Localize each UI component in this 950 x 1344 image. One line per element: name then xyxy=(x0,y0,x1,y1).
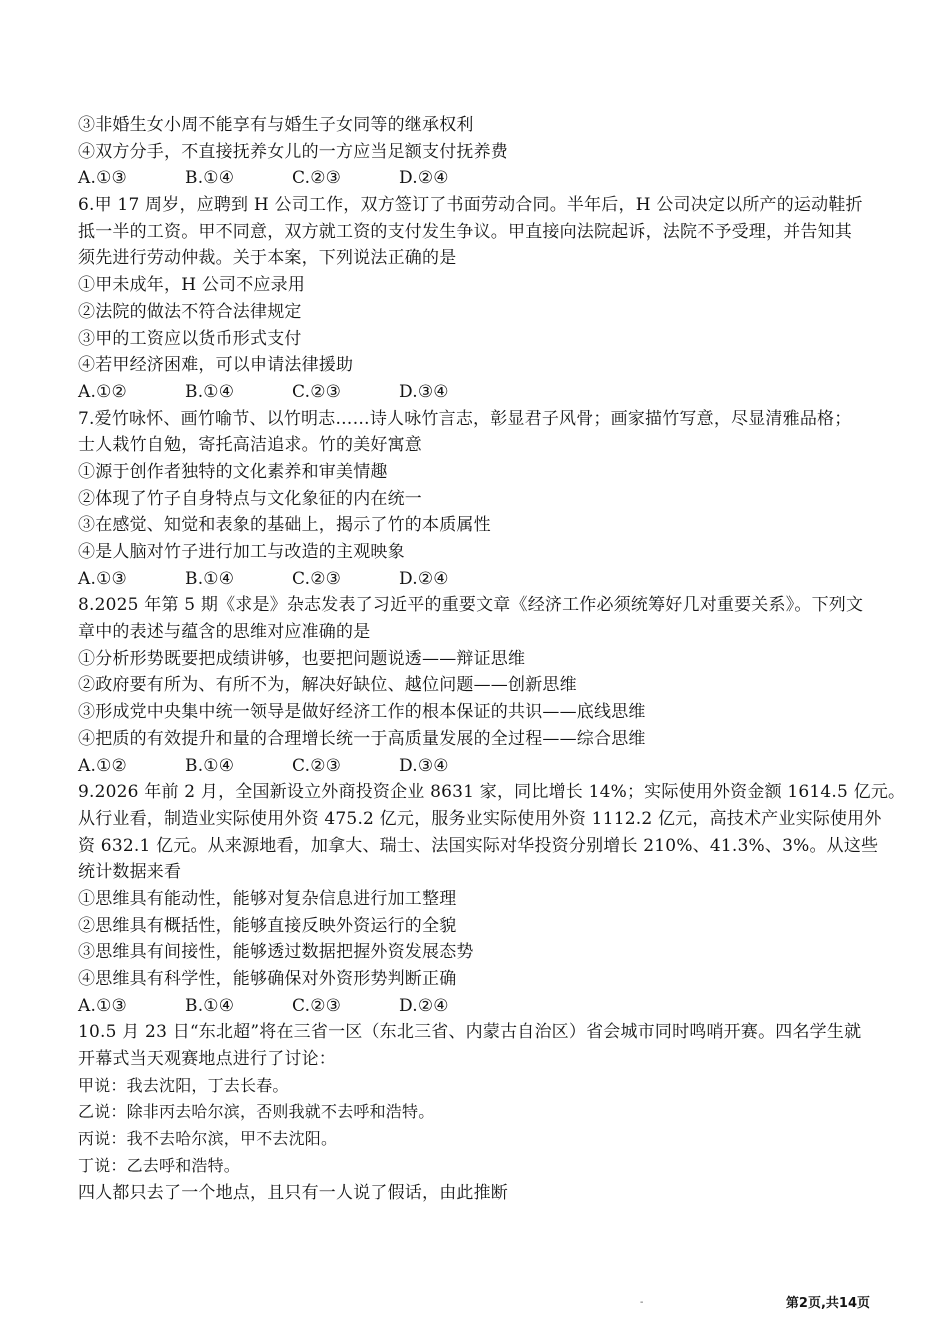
q7-options xyxy=(78,566,888,593)
page-number: 第2页,共14页 xyxy=(785,1296,870,1311)
q7-option-d: D.②④ xyxy=(399,568,449,589)
q9-options xyxy=(78,993,888,1020)
q8-option-d: D.③④ xyxy=(399,755,449,776)
q8-statement-1: ①分析形势既要把成绩讲够，也要把问题说透——辩证思维 xyxy=(78,648,526,669)
q7-option-b: B.①④ xyxy=(185,568,235,589)
q9-option-b: B.①④ xyxy=(185,995,235,1016)
q10-stem-line: 开幕式当天观赛地点进行了讨论： xyxy=(78,1049,336,1070)
q9-stem-line: 资 632.1 亿元。从来源地看，加拿大、瑞士、法国实际对华投资分别增长 210%、41.3%、3%。从这些 xyxy=(78,835,879,856)
q9-statement-1: ①思维具有能动性，能够对复杂信息进行加工整理 xyxy=(78,888,457,909)
q5-option-d: D.②④ xyxy=(399,168,449,189)
q5-option-b: B.①④ xyxy=(185,168,235,189)
q7-stem-line: 7.爱竹咏怀、画竹喻节、以竹明志……诗人咏竹言志，彰显君子风骨；画家描竹写意，尽显清雅品格； xyxy=(78,408,852,429)
q10-closing: 四人都只去了一个地点，且只有一人说了假话，由此推断 xyxy=(78,1182,508,1203)
q8-statement-4: ④把质的有效提升和量的合理增长统一于高质量发展的全过程——综合思维 xyxy=(78,728,646,749)
q5-options xyxy=(78,165,888,192)
q9-statement-4: ④思维具有科学性，能够确保对外资形势判断正确 xyxy=(78,969,457,989)
q8-stem-line: 8.2025 年第 5 期《求是》杂志发表了习近平的重要文章《经济工作必须统筹好几对重要关系》。下列文 xyxy=(78,595,864,616)
q7-stem-line: 士人栽竹自勉，寄托高洁追求。竹的美好寓意 xyxy=(78,435,422,456)
q7-statement-2: ②体现了竹子自身特点与文化象征的内在统一 xyxy=(78,488,422,509)
q5-statement-4: ④双方分手，不直接抚养女儿的一方应当足额支付抚养费 xyxy=(78,141,508,162)
q9-stem-line: 从行业看，制造业实际使用外资 475.2 亿元，服务业实际使用外资 1112.2 亿元，高技术产业实际使用外 xyxy=(78,808,882,829)
exam-page xyxy=(78,112,906,1206)
q10-speech-bing: 丙说：我不去哈尔滨，甲不去沈阳。 xyxy=(78,1129,338,1149)
q8-option-a: A.①② xyxy=(78,755,127,776)
q6-options xyxy=(78,379,888,406)
q9-option-a: A.①③ xyxy=(78,995,127,1016)
q6-statement-3: ③甲的工资应以货币形式支付 xyxy=(78,328,302,349)
q7-option-c: C.②③ xyxy=(292,568,342,589)
q8-statement-2: ②政府要有所为、有所不为，解决好缺位、越位问题——创新思维 xyxy=(78,675,577,696)
q5-option-a: A.①③ xyxy=(78,168,127,189)
q6-stem-line: 6.甲 17 周岁，应聘到 H 公司工作，双方签订了书面劳动合同。半年后，H 公司决定以所产的运动鞋折 xyxy=(78,195,863,216)
q8-stem-line: 章中的表述与蕴含的思维对应准确的是 xyxy=(78,622,371,643)
q6-option-a: A.①② xyxy=(78,381,127,402)
footer-dot: - xyxy=(640,1297,644,1308)
q6-option-d: D.③④ xyxy=(399,381,449,402)
q9-stem-line: 9.2026 年前 2 月，全国新设立外商投资企业 8631 家，同比增长 14%；实际使用外资金额 1614.5 亿元。 xyxy=(78,782,906,803)
q10-speech-ding: 丁说：乙去呼和浩特。 xyxy=(78,1155,241,1175)
q5-statement-3: ③非婚生女小周不能享有与婚生子女同等的继承权利 xyxy=(78,115,474,135)
q9-stem-line: 统计数据来看 xyxy=(78,862,182,883)
q6-statement-1: ①甲未成年，H 公司不应录用 xyxy=(78,275,306,296)
q9-statement-3: ③思维具有间接性，能够透过数据把握外资发展态势 xyxy=(78,942,474,963)
q10-speech-jia: 甲说：我去沈阳，丁去长春。 xyxy=(78,1075,289,1095)
q7-statement-1: ①源于创作者独特的文化素养和审美情趣 xyxy=(78,461,388,482)
q6-statement-2: ②法院的做法不符合法律规定 xyxy=(78,301,302,322)
q7-option-a: A.①③ xyxy=(78,568,127,589)
q6-option-c: C.②③ xyxy=(292,381,342,402)
q6-stem-line: 抵一半的工资。甲不同意，双方就工资的支付发生争议。甲直接向法院起诉，法院不予受理，并告知其 xyxy=(78,221,852,242)
q10-speech-yi: 乙说：除非丙去哈尔滨，否则我就不去呼和浩特。 xyxy=(78,1102,435,1122)
q9-option-d: D.②④ xyxy=(399,995,449,1016)
q5-option-c: C.②③ xyxy=(292,168,342,189)
q8-statement-3: ③形成党中央集中统一领导是做好经济工作的根本保证的共识——底线思维 xyxy=(78,702,646,723)
q8-options xyxy=(78,753,888,780)
q6-option-b: B.①④ xyxy=(185,381,235,402)
q9-statement-2: ②思维具有概括性，能够直接反映外资运行的全貌 xyxy=(78,915,457,936)
q8-option-c: C.②③ xyxy=(292,755,342,776)
q7-statement-4: ④是人脑对竹子进行加工与改造的主观映象 xyxy=(78,542,405,562)
q7-statement-3: ③在感觉、知觉和表象的基础上，揭示了竹的本质属性 xyxy=(78,515,491,536)
q10-stem-line: 10.5 月 23 日“东北超”将在三省一区（东北三省、内蒙古自治区）省会城市同时鸣哨开赛。四名学生就 xyxy=(78,1022,862,1043)
q8-option-b: B.①④ xyxy=(185,755,235,776)
q6-statement-4: ④若甲经济困难，可以申请法律援助 xyxy=(78,355,354,376)
q6-stem-line: 须先进行劳动仲裁。关于本案，下列说法正确的是 xyxy=(78,248,457,269)
q9-option-c: C.②③ xyxy=(292,995,342,1016)
